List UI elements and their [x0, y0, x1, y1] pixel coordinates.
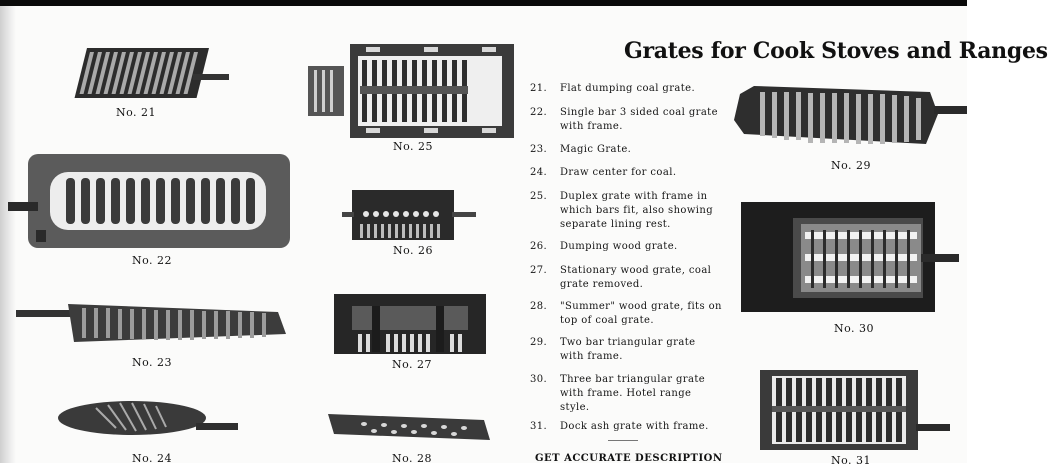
- item-25: 25. Duplex grate with frame in which bars fit, also showing separate lining rest.: [530, 191, 714, 230]
- grate-26-image: [342, 188, 478, 242]
- grate-24-image: [56, 396, 240, 442]
- caption-no-22: No. 22: [132, 254, 173, 267]
- item-30: 30. Three bar triangular grate with frame. Hotel range style.: [530, 374, 706, 413]
- item-23: 23. Magic Grate.: [530, 144, 632, 155]
- grate-31-image: [754, 366, 954, 454]
- caption-no-23: No. 23: [132, 356, 173, 369]
- caption-no-31: No. 31: [831, 454, 872, 467]
- grate-28-image: [324, 410, 494, 448]
- item-21: 21. Flat dumping coal grate.: [530, 83, 696, 94]
- grate-22-image: [6, 148, 292, 252]
- grate-23-image: [16, 298, 290, 354]
- caption-no-21: No. 21: [116, 106, 157, 119]
- item-24: 24. Draw center for coal.: [530, 167, 677, 178]
- caption-no-24: No. 24: [132, 452, 173, 465]
- caption-no-30: No. 30: [834, 322, 875, 335]
- item-28: 28. "Summer" wood grate, fits on top of coal grate.: [530, 301, 722, 326]
- item-27: 27. Stationary wood grate, coal grate removed.: [530, 265, 712, 290]
- grate-30-image: [741, 202, 961, 314]
- grate-27-image: [332, 292, 488, 360]
- grate-29-image: [730, 84, 967, 156]
- caption-no-27: No. 27: [392, 358, 433, 371]
- item-29: 29. Two bar triangular grate with frame.: [530, 337, 696, 362]
- top-border: [0, 0, 967, 6]
- caption-no-26: No. 26: [393, 244, 434, 257]
- item-31: 31. Dock ash grate with frame.: [530, 421, 709, 432]
- item-26: 26. Dumping wood grate.: [530, 241, 678, 252]
- grate-21-image: [68, 44, 233, 104]
- caption-no-25: No. 25: [393, 140, 434, 153]
- grate-25-image: [306, 42, 516, 140]
- divider-rule: [608, 440, 638, 441]
- page-title: Grates for Cook Stoves and Ranges: [624, 38, 1048, 64]
- item-22: 22. Single bar 3 sided coal grate with frame.: [530, 107, 718, 132]
- caption-no-28: No. 28: [392, 452, 433, 465]
- caption-no-29: No. 29: [831, 159, 872, 172]
- footer-heading: GET ACCURATE DESCRIPTION: [535, 453, 723, 464]
